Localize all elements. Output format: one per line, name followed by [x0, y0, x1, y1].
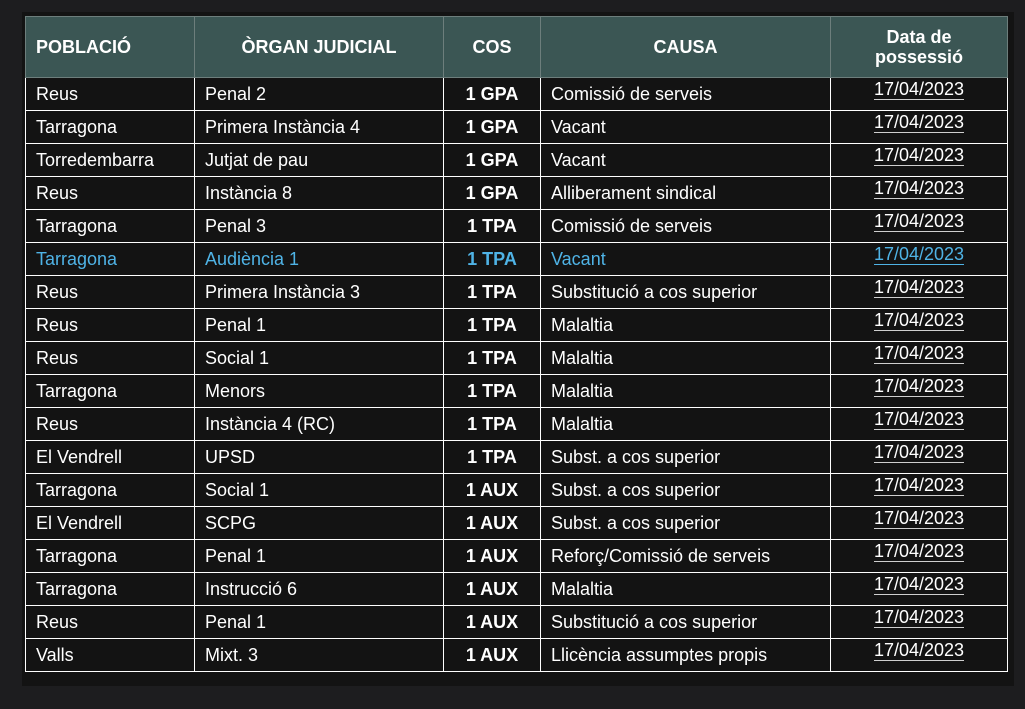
cell-causa: Comissió de serveis	[541, 210, 831, 243]
cell-causa: Malaltia	[541, 342, 831, 375]
date-link[interactable]: 17/04/2023	[873, 112, 965, 132]
date-link[interactable]: 17/04/2023	[873, 145, 965, 165]
date-link[interactable]: 17/04/2023	[873, 376, 965, 396]
cell-causa: Substitució a cos superior	[541, 606, 831, 639]
table-row	[26, 573, 1008, 606]
cell-poblacio: Tarragona	[26, 210, 195, 243]
cell-causa: Subst. a cos superior	[541, 507, 831, 540]
date-link[interactable]: 17/04/2023	[873, 79, 965, 99]
cell-data-possessio	[831, 144, 1008, 177]
cell-data-possessio	[831, 606, 1008, 639]
cell-poblacio: El Vendrell	[26, 507, 195, 540]
cell-poblacio: Tarragona	[26, 474, 195, 507]
cell-cos: 1 TPA	[444, 342, 541, 375]
cell-poblacio: Reus	[26, 606, 195, 639]
table-row	[26, 375, 1008, 408]
header-poblacio: POBLACIÓ	[26, 17, 195, 78]
cell-cos: 1 TPA	[444, 210, 541, 243]
date-link[interactable]: 17/04/2023	[873, 541, 965, 561]
header-cos: COS	[444, 17, 541, 78]
cell-organ-judicial: Penal 1	[195, 540, 444, 573]
cell-causa: Malaltia	[541, 573, 831, 606]
cell-data-possessio	[831, 342, 1008, 375]
cell-poblacio: Reus	[26, 408, 195, 441]
cell-poblacio: Reus	[26, 309, 195, 342]
cell-cos: 1 TPA	[444, 309, 541, 342]
cell-cos: 1 AUX	[444, 606, 541, 639]
cell-poblacio: Tarragona	[26, 540, 195, 573]
header-data-line1: Data de	[886, 27, 952, 47]
cell-poblacio: Tarragona	[26, 375, 195, 408]
date-link[interactable]: 17/04/2023	[873, 277, 965, 297]
date-link[interactable]: 17/04/2023	[873, 574, 965, 594]
cell-causa: Llicència assumptes propis	[541, 639, 831, 672]
table-row	[26, 606, 1008, 639]
cell-data-possessio	[831, 408, 1008, 441]
cell-organ-judicial: Instància 8	[195, 177, 444, 210]
table-body	[26, 78, 1008, 672]
header-data-possessio	[831, 17, 1008, 78]
cell-causa: Comissió de serveis	[541, 78, 831, 111]
cell-data-possessio	[831, 276, 1008, 309]
date-link[interactable]: 17/04/2023	[873, 475, 965, 495]
cell-organ-judicial: UPSD	[195, 441, 444, 474]
date-link[interactable]: 17/04/2023	[873, 244, 965, 264]
cell-cos: 1 TPA	[444, 408, 541, 441]
cell-causa: Vacant	[541, 144, 831, 177]
table-row	[26, 144, 1008, 177]
cell-data-possessio	[831, 309, 1008, 342]
table-row	[26, 474, 1008, 507]
cell-causa: Reforç/Comissió de serveis	[541, 540, 831, 573]
cell-poblacio: Tarragona	[26, 573, 195, 606]
cell-causa: Substitució a cos superior	[541, 276, 831, 309]
cell-causa: Malaltia	[541, 408, 831, 441]
cell-organ-judicial: Primera Instància 3	[195, 276, 444, 309]
cell-data-possessio	[831, 573, 1008, 606]
cell-causa: Vacant	[541, 111, 831, 144]
table-row	[26, 342, 1008, 375]
header-causa: CAUSA	[541, 17, 831, 78]
cell-poblacio: Reus	[26, 342, 195, 375]
cell-organ-judicial: Social 1	[195, 474, 444, 507]
cell-organ-judicial: Menors	[195, 375, 444, 408]
cell-cos: 1 TPA	[444, 276, 541, 309]
cell-causa: Vacant	[541, 243, 831, 276]
cell-data-possessio	[831, 111, 1008, 144]
header-organ-judicial: ÒRGAN JUDICIAL	[195, 17, 444, 78]
cell-poblacio: El Vendrell	[26, 441, 195, 474]
cell-data-possessio	[831, 177, 1008, 210]
table-row	[26, 210, 1008, 243]
cell-data-possessio	[831, 639, 1008, 672]
cell-causa: Malaltia	[541, 309, 831, 342]
table-container	[22, 12, 1014, 686]
table-row	[26, 111, 1008, 144]
cell-cos: 1 GPA	[444, 78, 541, 111]
cell-data-possessio	[831, 210, 1008, 243]
cell-organ-judicial: Mixt. 3	[195, 639, 444, 672]
cell-data-possessio	[831, 375, 1008, 408]
table-row	[26, 276, 1008, 309]
cell-organ-judicial: Penal 2	[195, 78, 444, 111]
cell-cos: 1 AUX	[444, 573, 541, 606]
cell-poblacio: Valls	[26, 639, 195, 672]
header-data-line2: possessió	[874, 47, 964, 67]
date-link[interactable]: 17/04/2023	[873, 211, 965, 231]
cell-poblacio: Reus	[26, 78, 195, 111]
cell-organ-judicial: Primera Instància 4	[195, 111, 444, 144]
table-header-row	[26, 17, 1008, 78]
cell-data-possessio	[831, 507, 1008, 540]
cell-organ-judicial: Social 1	[195, 342, 444, 375]
cell-cos: 1 GPA	[444, 144, 541, 177]
cell-organ-judicial: Instància 4 (RC)	[195, 408, 444, 441]
cell-cos: 1 AUX	[444, 639, 541, 672]
table-row	[26, 639, 1008, 672]
date-link[interactable]: 17/04/2023	[873, 178, 965, 198]
table-row	[26, 78, 1008, 111]
date-link[interactable]: 17/04/2023	[873, 607, 965, 627]
table-row	[26, 243, 1008, 276]
cell-causa: Malaltia	[541, 375, 831, 408]
date-link[interactable]: 17/04/2023	[873, 640, 965, 660]
table-row	[26, 507, 1008, 540]
cell-poblacio: Reus	[26, 276, 195, 309]
cell-poblacio: Tarragona	[26, 243, 195, 276]
cell-organ-judicial: Instrucció 6	[195, 573, 444, 606]
cell-cos: 1 AUX	[444, 540, 541, 573]
cell-data-possessio	[831, 441, 1008, 474]
cell-data-possessio	[831, 78, 1008, 111]
cell-cos: 1 AUX	[444, 474, 541, 507]
cell-causa: Subst. a cos superior	[541, 474, 831, 507]
cell-causa: Subst. a cos superior	[541, 441, 831, 474]
date-link[interactable]: 17/04/2023	[873, 508, 965, 528]
cell-data-possessio	[831, 540, 1008, 573]
table-row	[26, 441, 1008, 474]
table-row	[26, 177, 1008, 210]
vacancies-table	[25, 16, 1008, 672]
cell-organ-judicial: Penal 1	[195, 606, 444, 639]
cell-poblacio: Tarragona	[26, 111, 195, 144]
table-row	[26, 408, 1008, 441]
cell-cos: 1 GPA	[444, 177, 541, 210]
table-row	[26, 309, 1008, 342]
date-link[interactable]: 17/04/2023	[873, 442, 965, 462]
cell-cos: 1 TPA	[444, 441, 541, 474]
date-link[interactable]: 17/04/2023	[873, 409, 965, 429]
cell-causa: Alliberament sindical	[541, 177, 831, 210]
cell-poblacio: Reus	[26, 177, 195, 210]
cell-organ-judicial: Penal 3	[195, 210, 444, 243]
cell-cos: 1 TPA	[444, 243, 541, 276]
cell-data-possessio	[831, 474, 1008, 507]
cell-organ-judicial: SCPG	[195, 507, 444, 540]
cell-poblacio: Torredembarra	[26, 144, 195, 177]
cell-organ-judicial: Penal 1	[195, 309, 444, 342]
cell-organ-judicial: Audiència 1	[195, 243, 444, 276]
date-link[interactable]: 17/04/2023	[873, 343, 965, 363]
cell-cos: 1 GPA	[444, 111, 541, 144]
cell-cos: 1 TPA	[444, 375, 541, 408]
cell-organ-judicial: Jutjat de pau	[195, 144, 444, 177]
cell-data-possessio	[831, 243, 1008, 276]
date-link[interactable]: 17/04/2023	[873, 310, 965, 330]
table-row	[26, 540, 1008, 573]
cell-cos: 1 AUX	[444, 507, 541, 540]
